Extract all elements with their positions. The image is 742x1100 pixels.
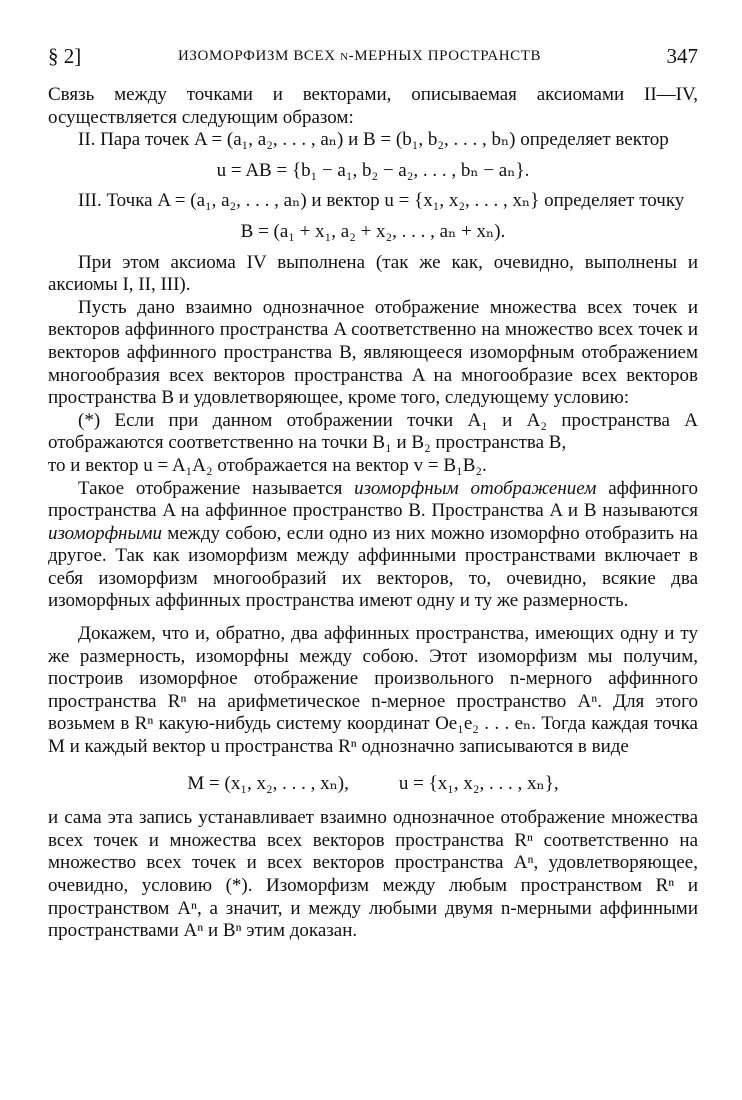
page-number: 347 <box>666 44 698 68</box>
formula-point-b: B = (a₁ + x₁, a₂ + x₂, . . . , aₙ + xₙ). <box>240 220 506 242</box>
paragraph-definition <box>48 478 698 614</box>
axiom-ii-text: II. Пара точек A = (a₁, a₂, . . . , aₙ) и B = (b₁, b₂, . . . , bₙ) определяет вектор <box>78 129 669 151</box>
term-isomorphic-mapping: изоморфным отображением <box>354 477 597 499</box>
definition-text-3: между собою, если одно из них можно изоморфно отобразить на другое. Так как изоморфизм между аффинными пространствами включает в себя изоморфизм многообразий их векторов, то, очевидно, всякие два изоморфных аффинных пространства имеют одну и ту же размерность. <box>48 522 698 612</box>
page-body <box>48 84 698 943</box>
running-header <box>48 44 698 74</box>
paragraph-conclusion: и сама эта запись устанавливает взаимно однозначное отображение множества всех точек и множества всех векторов пространства Rⁿ соответственно на множество всех точек и всех векторов пространства Aⁿ, удовлетворяющее, очевидно, условию (*). Изоморфизм между любым пространством Rⁿ и пространством Aⁿ, а значит, и между любыми двумя n-мерными аффинными пространствами Aⁿ и Bⁿ этим доказан. <box>48 807 698 942</box>
paragraph-intro: Связь между точками и векторами, описываемая аксиомами II—IV, осуществляется следующим образом: <box>48 84 698 128</box>
paragraph-mapping: Пусть дано взаимно однозначное отображение множества всех точек и векторов аффинного пространства A соответственно на множество всех точек и векторов аффинного пространства B, являющееся изоморфным отображением многообразия всех векторов пространства A на многообразие всех векторов пространства B и удовлетворяющее, кроме того, следующему условию: <box>48 296 698 409</box>
running-title: ИЗОМОРФИЗМ ВСЕХ n-МЕРНЫХ ПРОСТРАНСТВ <box>178 48 542 64</box>
section-marker: § 2] <box>48 44 82 68</box>
term-isomorphic: изоморфными <box>48 522 162 544</box>
formula-vector-u: u = {x₁, x₂, . . . , xₙ}, <box>398 772 559 794</box>
definition-text-2: аффинного пространства A на аффинное пространство B. Пространства A и B называются <box>48 477 698 522</box>
paragraph-proof: Докажем, что и, обратно, два аффинных пространства, имеющих одну и ту же размерность, изоморфны между собою. Этот изоморфизм мы получим, построив изоморфное отображение произвольного n-мерного аффинного пространства Rⁿ на арифметическое n-мерное пространство Aⁿ. Для этого возьмем в Rⁿ какую-нибудь систему координат Oe₁e₂ . . . eₙ. Тогда каждая точка M и каждый вектор u пространства Rⁿ однозначно записываются в виде <box>48 623 698 758</box>
condition-star-text: (*) Если при данном отображении точки A₁ и A₂ пространства A отображаются соответственно на точки B₁ и B₂ пространства B, <box>48 409 698 454</box>
axiom-iii-text: III. Точка A = (a₁, a₂, . . . , aₙ) и вектор u = {x₁, x₂, . . . , xₙ} определяет точку <box>78 190 685 212</box>
definition-text-1: Такое отображение называется <box>78 477 355 499</box>
condition-star-tail: то и вектор u = A₁A₂ отображается на вектор v = B₁B₂. <box>48 454 487 476</box>
formula-vector-ab: u = AB = {b₁ − a₁, b₂ − a₂, . . . , bₙ − aₙ}. <box>216 159 530 181</box>
formula-coordinates <box>48 773 698 796</box>
formula-point-m: M = (x₁, x₂, . . . , xₙ), <box>187 772 349 794</box>
paragraph-axiom-iv: При этом аксиома IV выполнена (так же как, очевидно, выполнены и аксиомы I, II, III). <box>48 251 698 296</box>
